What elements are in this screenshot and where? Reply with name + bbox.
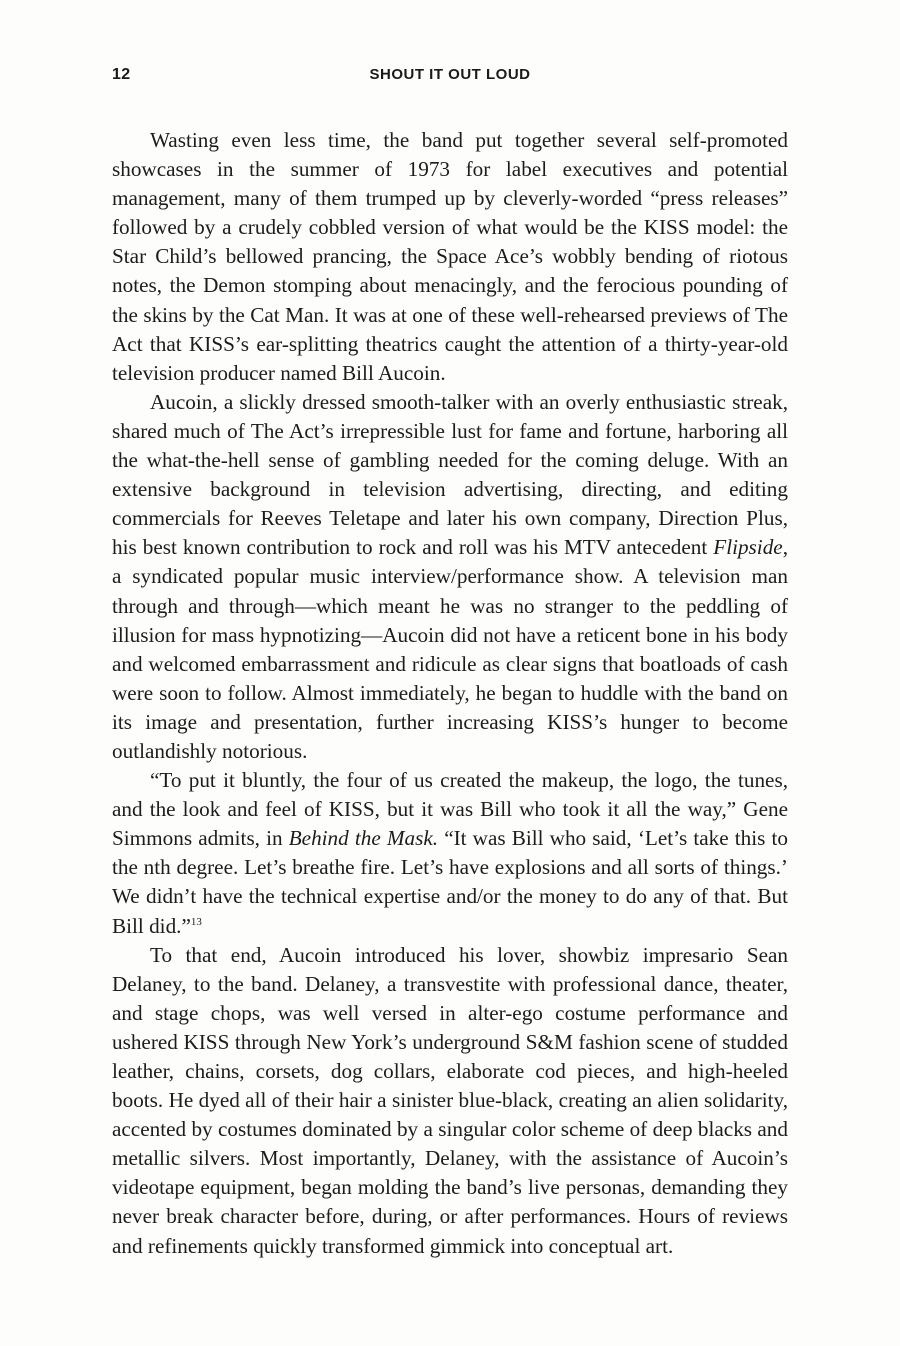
paragraph-3 — [112, 766, 788, 941]
footnote-reference: 13 — [190, 915, 202, 928]
running-head — [112, 66, 788, 90]
paragraph-4 — [112, 941, 788, 1261]
paragraph-2-italic-title: Flipside — [713, 535, 783, 560]
paragraph-2-text-after: , a syndicated popular music interview/performance show. A television man through and through—which meant he was no stranger to the peddling of illusion for mass hypnotizing—Aucoin did not have a reticent bone in his body and welcomed embarrassment and ridicule as clear signs that boatloads of cash were soon to follow. Almost immediately, he began to huddle with the band on its image and presentation, further increasing KISS’s hunger to become outlandishly notorious. — [112, 535, 788, 763]
paragraph-1-text: Wasting even less time, the band put together several self-promoted showcases in the summer of 1973 for label executives and potential management, many of them trumped up by cleverly-worded “press releases” followed by a crudely cobbled version of what would be the KISS model: the Star Child’s bellowed prancing, the Space Ace’s wobbly bending of riotous notes, the Demon stomping about menacingly, and the ferocious pounding of the skins by the Cat Man. It was at one of these well-rehearsed previews of The Act that KISS’s ear-splitting theatrics caught the attention of a thirty-year-old television producer named Bill Aucoin. — [112, 128, 788, 385]
body-text — [112, 126, 788, 1261]
paragraph-3-text-after: “It was Bill who said, ‘Let’s take this to the nth degree. Let’s breathe fire. Let’s have explosions and all sorts of things.’ We didn’t have the technical expertise and/or the money to do any of that. But Bill did.” — [112, 826, 788, 938]
paragraph-2-text-before: Aucoin, a slickly dressed smooth-talker with an overly enthusiastic streak, shared much of The Act’s irrepressible lust for fame and fortune, harboring all the what-the-hell sense of gambling needed for the coming deluge. With an extensive background in television advertising, directing, and editing commercials for Reeves Teletape and later his own company, Direction Plus, his best known contribution to rock and roll was his MTV antecedent — [112, 389, 788, 560]
page-number: 12 — [112, 66, 131, 83]
paragraph-2 — [112, 388, 788, 766]
paragraph-3-italic-title: Behind the Mask. — [288, 826, 439, 851]
paragraph-3-text-before: “To put it bluntly, the four of us created the makeup, the logo, the tunes, and the look and feel of KISS, but it was Bill who took it all the way,” Gene Simmons admits, in — [112, 768, 788, 851]
paragraph-1 — [112, 126, 788, 388]
paragraph-4-text: To that end, Aucoin introduced his lover, showbiz impresario Sean Delaney, to the band. Delaney, a transvestite with professional dance, theater, and stage chops, was well versed in alter-ego costume performance and ushered KISS through New York’s underground S&M fashion scene of studded leather, chains, corsets, dog collars, elaborate cod pieces, and high-heeled boots. He dyed all of their hair a sinister blue-black, creating an alien solidarity, accented by costumes dominated by a singular color scheme of deep blacks and metallic silvers. Most importantly, Delaney, with the assistance of Aucoin’s videotape equipment, began molding the band’s live personas, demanding they never break character before, during, or after performances. Hours of reviews and refinements quickly transformed gimmick into conceptual art. — [112, 942, 788, 1258]
running-title: SHOUT IT OUT LOUD — [369, 66, 531, 83]
